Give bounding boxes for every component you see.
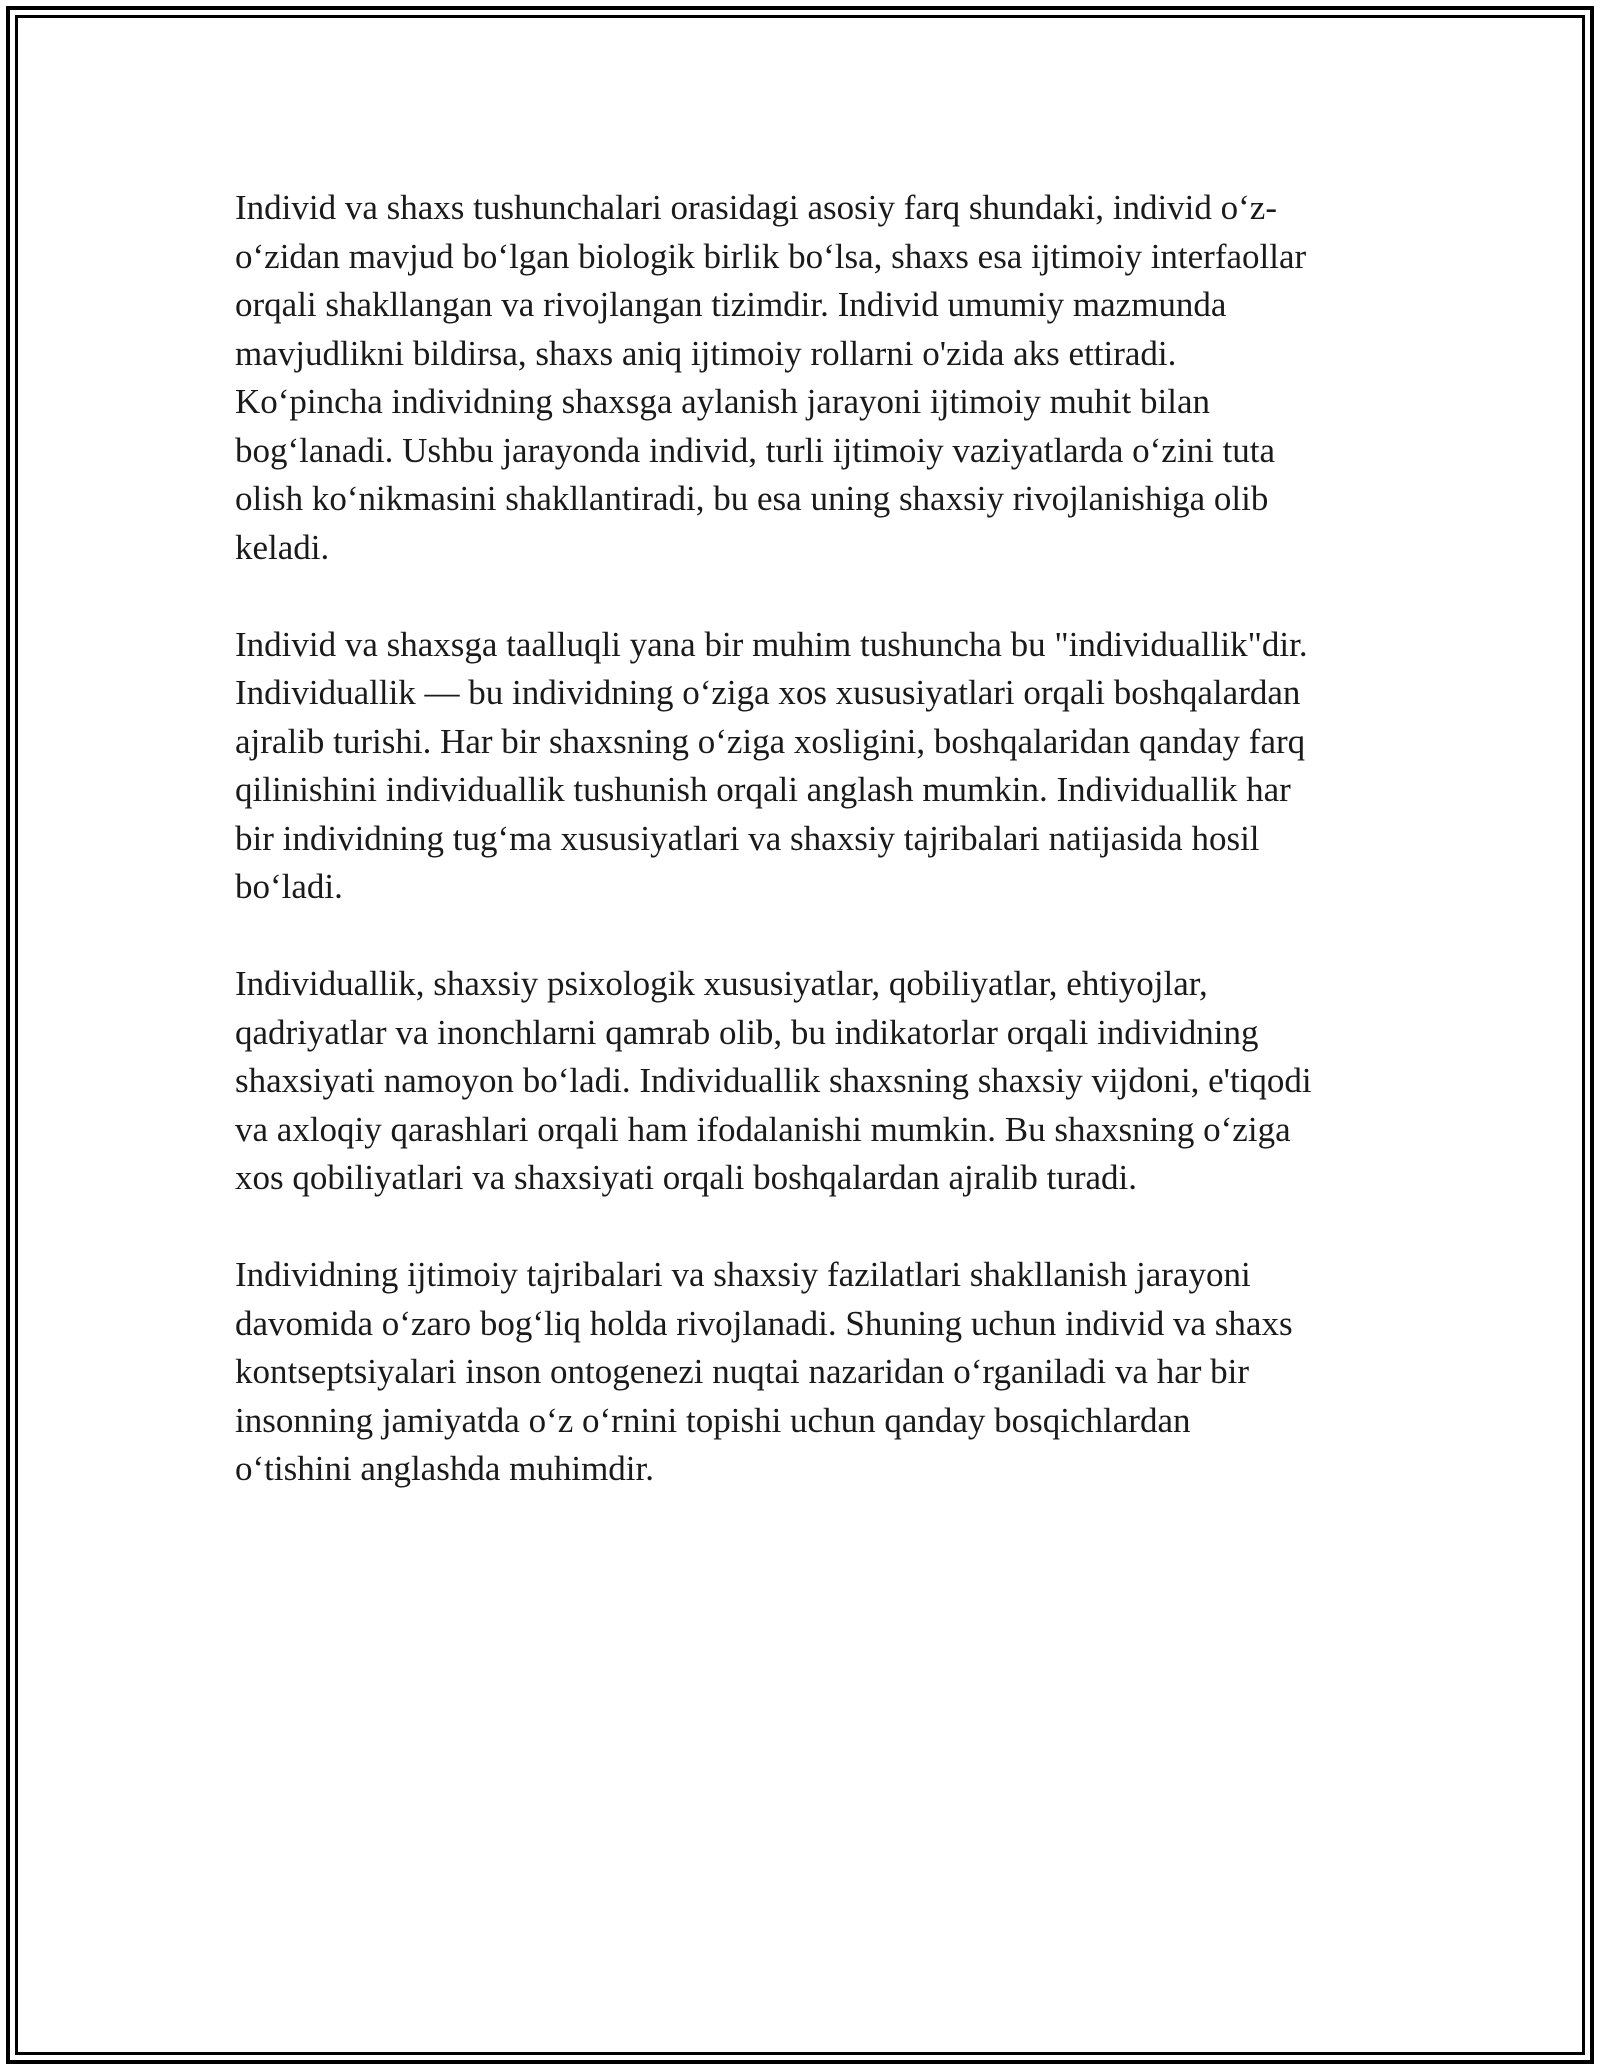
document-body bbox=[235, 184, 1375, 1542]
text-line: mavjudlikni bildirsa, shaxs aniq ijtimoiy rollarni o'zida aks ettiradi. bbox=[235, 333, 1177, 373]
text-line: ajralib turishi. Har bir shaxsning o‘ziga xosligini, boshqalaridan qanday farq bbox=[235, 721, 1306, 761]
text-line: Ko‘pincha individning shaxsga aylanish jarayoni ijtimoiy muhit bilan bbox=[235, 382, 1210, 421]
text-line: davomida o‘zaro bog‘liq holda rivojlanadi. Shuning uchun individ va shaxs bbox=[235, 1303, 1293, 1343]
text-line: Individ va shaxsga taalluqli yana bir muhim tushuncha bu "individuallik"dir. bbox=[235, 624, 1308, 664]
paragraph-individuallik bbox=[235, 621, 1375, 912]
text-line: bir individning tug‘ma xususiyatlari va shaxsiy tajribalari natijasida hosil bbox=[235, 818, 1260, 858]
paragraph-psixologik-xususiyatlar bbox=[235, 960, 1375, 1203]
paragraph-individ-va-shaxs bbox=[235, 184, 1375, 572]
text-line: Individuallik — bu individning o‘ziga xos xususiyatlari orqali boshqalardan bbox=[235, 673, 1301, 712]
text-line: va axloqiy qarashlari orqali ham ifodalanishi mumkin. Bu shaxsning o‘ziga bbox=[235, 1109, 1291, 1149]
text-line: Individning ijtimoiy tajribalari va shaxsiy fazilatlari shakllanish jarayoni bbox=[235, 1255, 1251, 1294]
text-line: bo‘ladi. bbox=[235, 867, 343, 906]
text-line: shaxsiyati namoyon bo‘ladi. Individuallik shaxsning shaxsiy vijdoni, e'tiqodi bbox=[235, 1061, 1312, 1100]
text-line: olish ko‘nikmasini shakllantiradi, bu esa uning shaxsiy rivojlanishiga olib bbox=[235, 479, 1269, 518]
text-line: Individuallik, shaxsiy psixologik xususiyatlar, qobiliyatlar, ehtiyojlar, bbox=[235, 964, 1208, 1003]
text-line: qilinishini individuallik tushunish orqali anglash mumkin. Individuallik har bbox=[235, 770, 1291, 809]
text-line: o‘zidan mavjud bo‘lgan biologik birlik bo‘lsa, shaxs esa ijtimoiy interfaollar bbox=[235, 236, 1307, 276]
text-line: kontseptsiyalari inson ontogenezi nuqtai nazaridan o‘rganiladi va har bir bbox=[235, 1352, 1250, 1391]
text-line: Individ va shaxs tushunchalari orasidagi asosiy farq shundaki, individ o‘z- bbox=[235, 188, 1278, 227]
text-line: qadriyatlar va inonchlarni qamrab olib, bu indikatorlar orqali individning bbox=[235, 1012, 1259, 1052]
text-line: o‘tishini anglashda muhimdir. bbox=[235, 1449, 654, 1488]
paragraph-ijtimoiy-tajriba bbox=[235, 1251, 1375, 1494]
text-line: insonning jamiyatda o‘z o‘rnini topishi uchun qanday bosqichlardan bbox=[235, 1400, 1191, 1440]
text-line: bog‘lanadi. Ushbu jarayonda individ, turli ijtimoiy vaziyatlarda o‘zini tuta bbox=[235, 430, 1276, 470]
text-line: keladi. bbox=[235, 527, 330, 567]
text-line: orqali shakllangan va rivojlangan tizimdir. Individ umumiy mazmunda bbox=[235, 285, 1227, 324]
text-line: xos qobiliyatlari va shaxsiyati orqali boshqalardan ajralib turadi. bbox=[235, 1158, 1137, 1197]
